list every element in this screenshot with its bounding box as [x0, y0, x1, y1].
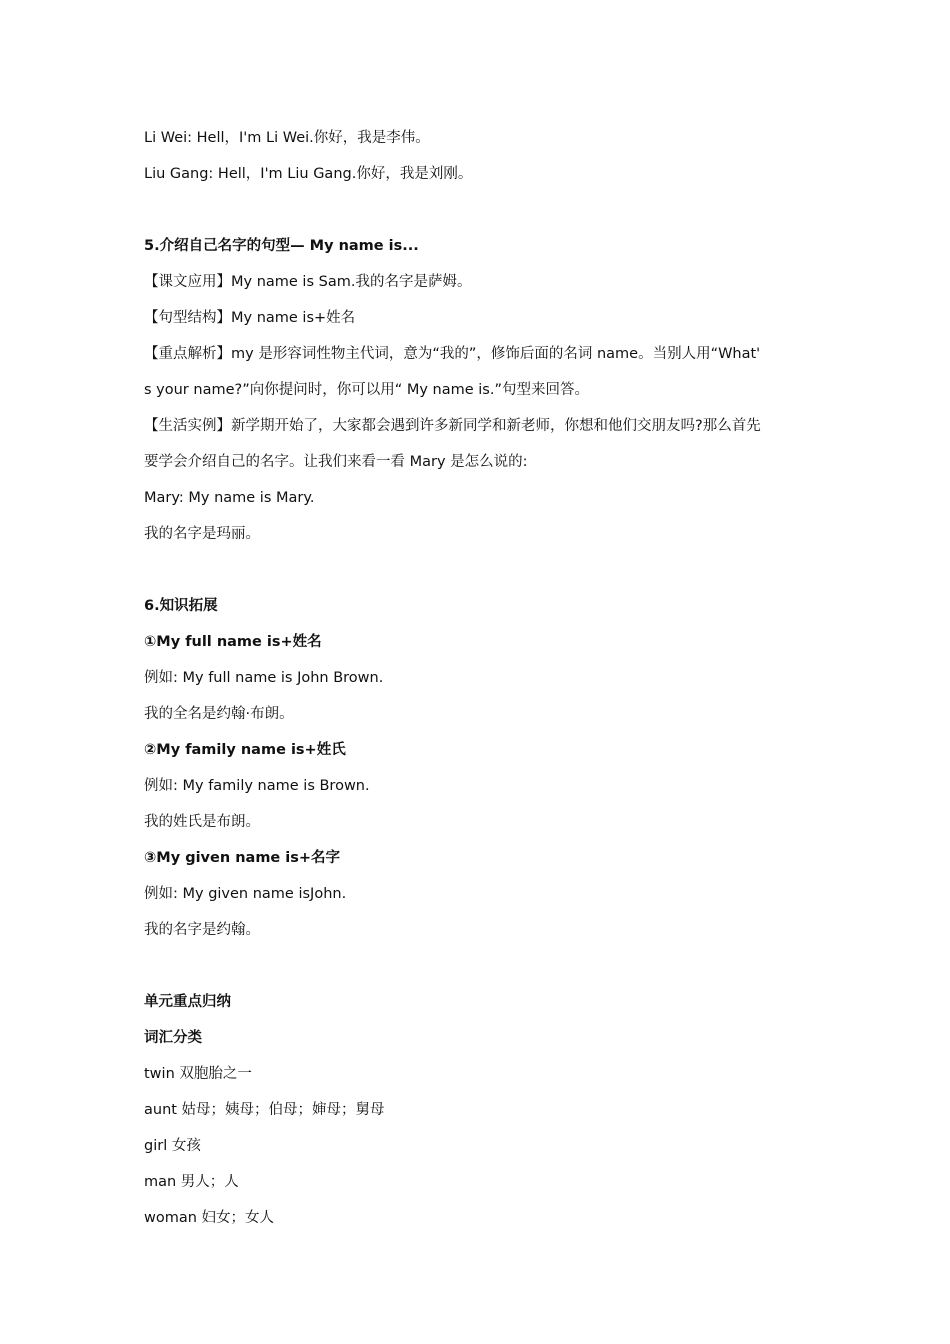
section5-example-line2: 要学会介绍自己的名字。让我们来看一看 Mary 是怎么说的: — [144, 454, 528, 470]
spacer — [144, 552, 824, 588]
section6-item3-title: ③My given name is+名字 — [144, 850, 341, 866]
section6-item1-title: ①My full name is+姓名 — [144, 634, 322, 650]
section6-item3-cn: 我的名字是约翰。 — [144, 922, 260, 938]
summary-heading: 单元重点归纳 — [144, 994, 231, 1010]
section5-analysis-line2: s your name?”向你提问时，你可以用“ My name is.”句型来回答。 — [144, 382, 589, 398]
section5-mary-en: Mary: My name is Mary. — [144, 490, 315, 506]
section5-example-line1: 【生活实例】新学期开始了，大家都会遇到许多新同学和新老师，你想和他们交朋友吗?那么首先 — [144, 418, 761, 434]
section6-item1-example: 例如: My full name is John Brown. — [144, 670, 384, 686]
vocab-item: man 男人；人 — [144, 1174, 239, 1190]
section6-item3-example: 例如: My given name isJohn. — [144, 886, 347, 902]
summary-subheading: 词汇分类 — [144, 1030, 202, 1046]
section6-item2-title: ②My family name is+姓氏 — [144, 742, 346, 758]
spacer — [144, 192, 824, 228]
section6-item1-cn: 我的全名是约翰·布朗。 — [144, 706, 294, 722]
dialog-line-liu-gang: Liu Gang: Hell，I'm Liu Gang.你好，我是刘刚。 — [144, 166, 473, 182]
section5-mary-cn: 我的名字是玛丽。 — [144, 526, 260, 542]
vocab-item: woman 妇女；女人 — [144, 1210, 275, 1226]
vocab-item: aunt 姑母；姨母；伯母；婶母；舅母 — [144, 1102, 385, 1118]
vocab-item: girl 女孩 — [144, 1138, 201, 1154]
section6-heading: 6.知识拓展 — [144, 598, 218, 614]
section6-item2-cn: 我的姓氏是布朗。 — [144, 814, 260, 830]
section6-item2-example: 例如: My family name is Brown. — [144, 778, 370, 794]
document-page — [144, 120, 824, 1236]
spacer — [144, 948, 824, 984]
section5-application: 【课文应用】My name is Sam.我的名字是萨姆。 — [144, 274, 472, 290]
section5-structure: 【句型结构】My name is+姓名 — [144, 310, 356, 326]
section5-analysis-line1: 【重点解析】my 是形容词性物主代词，意为“我的”，修饰后面的名词 name。当别人用“What' — [144, 346, 761, 362]
dialog-line-li-wei: Li Wei: Hell，I'm Li Wei.你好，我是李伟。 — [144, 130, 430, 146]
vocab-item: twin 双胞胎之一 — [144, 1066, 252, 1082]
section5-heading: 5.介绍自己名字的句型— My name is... — [144, 238, 419, 254]
